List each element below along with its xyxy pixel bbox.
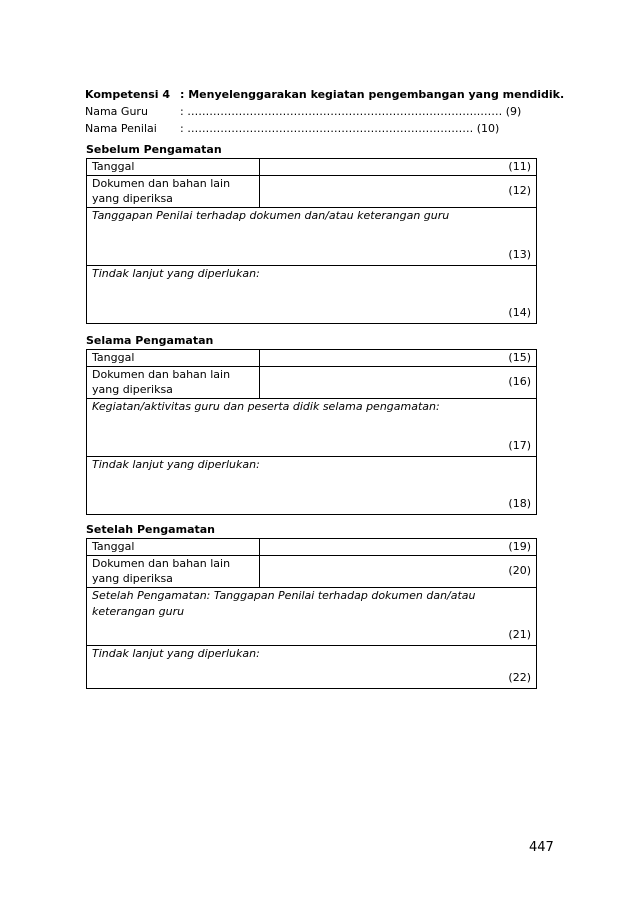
- field-number: (15): [508, 351, 531, 364]
- kompetensi-value: : Menyelenggarakan kegiatan pengembangan yang mendidik.: [180, 88, 565, 101]
- section-title: Sebelum Pengamatan: [86, 143, 222, 156]
- observation-table: [86, 158, 537, 324]
- tindak-lanjut-row: [87, 266, 537, 324]
- nama-guru-row: [85, 103, 555, 120]
- observation-table: [86, 538, 537, 689]
- field-number: (17): [508, 439, 531, 452]
- observation-table: [86, 349, 537, 515]
- tindak-lanjut-label: Tindak lanjut yang diperlukan:: [92, 647, 260, 660]
- page-number: 447: [529, 840, 554, 855]
- section-title: Setelah Pengamatan: [86, 523, 216, 536]
- tanggal-row: [87, 159, 537, 176]
- field-number: (21): [508, 628, 531, 641]
- dokumen-row: [87, 367, 537, 399]
- tanggal-field[interactable]: [260, 539, 537, 556]
- tanggapan-label: Tanggapan Penilai terhadap dokumen dan/atau keterangan guru: [92, 209, 450, 222]
- dokumen-field[interactable]: [260, 176, 537, 208]
- nama-penilai-value: : …………………………………………………………………… (10): [180, 122, 500, 135]
- kegiatan-field[interactable]: [87, 399, 537, 457]
- kompetensi-label: Kompetensi 4: [85, 88, 171, 101]
- dokumen-label: Dokumen dan bahan lain yang diperiksa: [87, 176, 260, 208]
- field-number: (19): [508, 540, 531, 553]
- field-number: (13): [508, 248, 531, 261]
- tanggapan-row: [87, 588, 537, 646]
- competency-header: [85, 86, 565, 137]
- kegiatan-row: [87, 399, 537, 457]
- field-number: (22): [508, 671, 531, 684]
- dokumen-row: [87, 176, 537, 208]
- tanggal-field[interactable]: [260, 159, 537, 176]
- section-selama-pengamatan: [86, 334, 537, 515]
- field-number: (11): [508, 160, 531, 173]
- section-title: Selama Pengamatan: [86, 334, 214, 347]
- tindak-lanjut-row: [87, 457, 537, 515]
- dokumen-row: [87, 556, 537, 588]
- tanggal-label: Tanggal: [87, 350, 260, 367]
- nama-penilai-row: [85, 120, 555, 137]
- tanggapan-field[interactable]: [87, 208, 537, 266]
- dokumen-field[interactable]: [260, 556, 537, 588]
- nama-penilai-label: Nama Penilai: [85, 122, 157, 135]
- tindak-lanjut-field[interactable]: [87, 457, 537, 515]
- tanggal-label: Tanggal: [87, 539, 260, 556]
- field-number: (16): [508, 375, 531, 388]
- tindak-lanjut-label: Tindak lanjut yang diperlukan:: [92, 458, 260, 471]
- kompetensi-row: [85, 86, 565, 103]
- tanggal-label: Tanggal: [87, 159, 260, 176]
- tanggal-field[interactable]: [260, 350, 537, 367]
- dokumen-label: Dokumen dan bahan lain yang diperiksa: [87, 556, 260, 588]
- tindak-lanjut-field[interactable]: [87, 266, 537, 324]
- dokumen-label: Dokumen dan bahan lain yang diperiksa: [87, 367, 260, 399]
- nama-guru-value: : ……………………………………………………………………..…… (9): [180, 105, 522, 118]
- section-setelah-pengamatan: [86, 523, 537, 689]
- field-number: (18): [508, 497, 531, 510]
- section-sebelum-pengamatan: [86, 143, 537, 324]
- tanggapan-row: [87, 208, 537, 266]
- field-number: (20): [508, 564, 531, 577]
- tindak-lanjut-row: [87, 646, 537, 689]
- tanggapan-field[interactable]: [87, 588, 537, 646]
- tanggal-row: [87, 350, 537, 367]
- tanggal-row: [87, 539, 537, 556]
- field-number: (14): [508, 306, 531, 319]
- dokumen-field[interactable]: [260, 367, 537, 399]
- tindak-lanjut-field[interactable]: [87, 646, 537, 689]
- tindak-lanjut-label: Tindak lanjut yang diperlukan:: [92, 267, 260, 280]
- tanggapan-label: Setelah Pengamatan: Tanggapan Penilai terhadap dokumen dan/atau keterangan guru: [92, 589, 476, 618]
- field-number: (12): [508, 184, 531, 197]
- nama-guru-label: Nama Guru: [85, 105, 148, 118]
- kegiatan-label: Kegiatan/aktivitas guru dan peserta didik selama pengamatan:: [92, 400, 440, 413]
